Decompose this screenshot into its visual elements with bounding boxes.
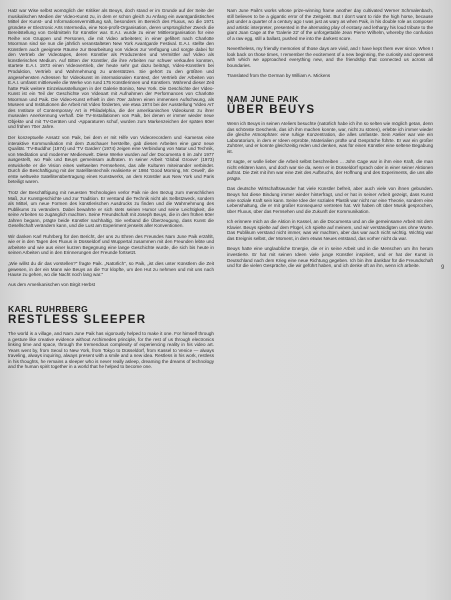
right-english-paragraph-2: Nevertheless, my friendly memories of those days are vivid, and I have kept them ever since. When I look back on those times, I remember the excitement of a new beginning, the curiosity and openness with which we approached everything new, and the friendship that connected us across all boundaries. — [227, 46, 433, 68]
translator-credit-de: Aus dem Amerikanischen von Birgit Herbst — [8, 281, 96, 287]
right-english-paragraph-1: Nam June Paik's works whose prize-winning frame another day cultivated Werner Schmalenbach, still believes to be a gigantic error of the Zeitgeist. But I don't want to ride the high horse, because just under a quarter of a century ago I was just as wary as when Paik, in his double role as composer and artistic interpreter, presented in the alternating play of ecstasy and lethargy his loud tribute to the giant Joan Cage at the 'Galerie 22' of the unforgettable Jean Pierre Wilhelm, whereby the confusion of a raw egg, still a ballast, pushed me into the darkest score. — [227, 8, 433, 41]
right-german-paragraph-3: Das deutsche Wirtschaftswunder hat viele Künstler befreit, aber auch viele von ihnen gebunden. Beuys hat diese Bindung immer wieder hinterfragt, und er hat in seiner Arbeit gezeigt, dass Kunst eine soziale Kraft sein kann. Seine Idee der sozialen Plastik war nicht nur eine Theorie, sondern eine Lebenshaltung, die er mit großer Konsequenz vertreten hat. Wir haben oft über Musik gesprochen, über Fluxus, über das Fernsehen und die Zukunft der Kommunikation. — [227, 186, 433, 214]
article-title: ÜBER BEUYS — [227, 104, 316, 117]
article-heading-paik — [227, 95, 433, 116]
left-column — [8, 8, 214, 370]
article-title: RESTLESS SLEEPER — [8, 314, 147, 327]
article-heading-ruhrberg — [8, 305, 214, 326]
left-paragraph-3: Trotz der Beschäftigung mit neuesten Technologien verlor Paik nie den Bezug zum menschlichen Maß, zur Kunstgeschichte und zur Tradition. Er verstand die Technik nicht als Selbstzweck, sondern als Mittel, um neue Formen des künstlerischen Ausdrucks zu finden und die Wahrnehmung des Publikums zu verändern. Dabei bewahrte er sich stets seinen Humor und seine Leichtigkeit, die seine Arbeiten so zugänglich machten. Seine Freundschaft mit Joseph Beuys, die in den frühen 60er Jahren begann, prägte beide Künstler nachhaltig. Sie verband die Überzeugung, dass Kunst die Gesellschaft verändern kann, und die Lust am Experiment jenseits aller Konventionen. — [8, 189, 214, 229]
right-german-paragraph-5: Beuys hatte eine unglaubliche Energie, die er in seine Arbeit und in die Menschen um ihn herum investierte. Er hat mit seinen Ideen viele junge Künstler inspiriert, und er hat der Kunst in Deutschland nach dem Krieg eine neue Richtung gegeben. Ich bin ihm dankbar für die Freundschaft und für die vielen Gespräche, die wir geführt haben, und ich denke oft an ihn, wenn ich arbeite. — [227, 246, 433, 269]
translator-credit-en: Translated from the German by William A. Mickens — [227, 73, 331, 79]
left-paragraph-1: Hatz war Wise selbst womöglich der Kritiker als Beuys, doch stand er im Grunde auf der Seite der musikalischen Medien der Video-Kunst zu, in dem er schon gleich zu Anfang ein avantgardistisches Mittel der Kunst- und Informationsvermittlung sah, besonders im Bereich des Fluxus, wo die 1971 gründete er Electronic Arts Intermedia, eine Non-profit-Organisation, deren ursprünglicher Zweck die Bereitstellung von Geldmitteln für Künstler war. E.A.I. wurde zu einer Mittlerorganisation für eine Reihe von Gruppen und Personen, die mit Video arbeiteten; in einer gefiltert nach Charlotte Moorman sind sie nun die jährlich veranstalteten New York Avantgarde Festival. E.A.I. stellte den Künstlern auch geeignete Räume zur Bearbeitung von Videos zur Verfügung und sorgte dabei für den Vertrieb der Videotapes, deren Künstler als Produzenten und Vermittler auf Video als künstlerisches Medium. Auf Bitten der Künstler, die ihre Arbeiten nur schwer verkaufen konnten, startete E.A.I. 1973 einen Videovertrieb, der heute sehr gut dazu beiträgt, Video-Künstlern bei Produktion, Vertrieb und Wahrnehmung zu unterstützen. Sie gehört zu den größten und angesehensten Adressen für Videokunst im internationalen Kontext, der Vertrieb der Arbeiten von E.A.I. umfasst mittlerweile die Werke von rund 175 Künstlerinnen und Künstlern. Während dieser Zeit hatte Paik weitere Einzelausstellungen in der Galerie Bonino, New York. Die Geschichte der Video-Kunst ist ein Teil der Geschichte von Videoart mit Aufnahmen der Performances von Charlotte Moorman und Paik. Die Video-Kunst erhielt in den 70er Jahren einen immensen Aufschwung, als Museen und Institutionen die Arbeit mit Video förderten, wie etwa 1974 bei der Ausstellung 'Video Art' des Institute of Contemporary Art in Philadelphia, die der amerikanischen Videokunst zu ihrer musealen Anerkennung verhalf. Die TV-Installationen von Paik, bei denen er immer wieder neue Objekte und mit TV-Geräten und -Apparaturen schuf, wurden zum Markenzeichen der späten 60er und frühen 70er Jahre. — [8, 8, 214, 130]
right-german-paragraph-2: Er sagte, er wolle lieber die Arbeit selbst beschreiben ... John Cage war in ihm eine Kraft, die man nicht erklären kann, und doch war sie da, wenn er in Düsseldorf sprach oder in einer seiner Aktionen auftrat. Die Zeit mit ihm war eine Zeit des Aufbruchs, der Hoffnung und des Experiments, die uns alle prägte. — [227, 159, 433, 181]
left-paragraph-4: Wir danken Karl Ruhrberg für den Bericht, der uns zu Ehren des Freundes Nam June Paik erzählt, wie er in den Tagen des Fluxus in Düsseldorf und Wuppertal zusammen mit den Freunden lebte und arbeitete und wie aus einer kurzen Begegnung eine lange Geschichte wurde, die sich bis heute in seinen Arbeiten und in den Erinnerungen der Freunde fortsetzt. — [8, 233, 214, 256]
author-name: NAM JUNE PAIK — [227, 94, 299, 105]
left-paragraph-5: „Wie willst du dir das vorstellen?" fragte Paik. „Natürlich", so Paik, „ist dies unter Künstlern die Zeit gewesen, in der ein Mann wie Beuys an die Tür klopfte, um den Hut zu nehmen und mit uns nach Hause zu gehen, wo die Nacht noch lang war." — [8, 260, 214, 278]
right-column — [227, 8, 433, 269]
right-german-paragraph-1: Wenn ich Beuys in seinen Ateliers besuchte (natürlich habe ich ihn so selten wie möglich getan, denn das schönste Geschenk, das ich ihm machen konnte, war, nicht zu stören), erlebte ich immer wieder die gleiche Atmosphäre: eine ruhige Konzentration, die alles umfasste. Sein Atelier war wie ein Laboratorium, in dem er Ideen erprobte, Materialien prüfte und Gespräche führte. Er war ein großer Zuhörer, und er konnte gleichzeitig reden und denken, was für einen Künstler eine seltene Begabung ist. — [227, 121, 433, 154]
left-paragraph-2: Der konzeptuelle Ansatz von Paik, bei dem er mit Hilfe von Videorecordern und -kameras eine interaktive Kommunikation mit dem Zuschauer herstellte, gab diesen Arbeiten eine ganz neue Qualität. 'TV-Buddha' (1974) und 'TV Garden' (1974) zeigen eine Verbindung von Natur und Technik, von Meditation und moderner Medienwelt. Diese Werke wurden auf der Documenta 6 im Jahr 1977 ausgestellt, wo Paik und Beuys gemeinsam auftraten. In seiner Arbeit 'Global Groove' (1973) entwickelte er die Vision eines weltweiten Fernsehens, das alle Kulturen miteinander verbindet. Durch die Beschäftigung mit der Satellitentechnik realisierte er 1984 'Good Morning, Mr. Orwell', die erste weltweite Satellitenübertragung eines Kunstwerks, an dem Künstler aus New York und Paris beteiligt waren. — [8, 135, 214, 185]
right-german-paragraph-4: Ich erinnere mich an die Aktion in Kassel, an die Documenta und an die gemeinsame Arbeit mit dem Klavier. Beuys spielte auf dem Flügel, ich spielte auf meinem, und wir verständigten uns ohne Worte. Das Publikum verstand nicht immer, was wir machten, aber das war auch nicht wichtig. Wichtig war das Ereignis selbst, der Moment, in dem etwas Neues entstand, das vorher nicht da war. — [227, 219, 433, 241]
page-number: 9 — [441, 265, 445, 271]
english-paragraph: The world is a village, and Nam June Paik has vigorously helped to make it one. For himself through a gesture like creative evidence without Archimedes principle, for the rest of us through electronics linking time and space, through the tremendous complexity of experiencing reality in his video art. Years went by, from Seoul to New York, from Tokyo to Düsseldorf, from Kassel to Venice — always traveling, always inquiring, always present with a smile and a new idea. Restless in his work, restless in his thoughts, he remains a sleeper who is never really asleep, dreaming the dreams of technology and the human spirit together in a world that he helped to become one. — [8, 331, 214, 370]
author-name: KARL RUHRBERG — [8, 304, 89, 315]
